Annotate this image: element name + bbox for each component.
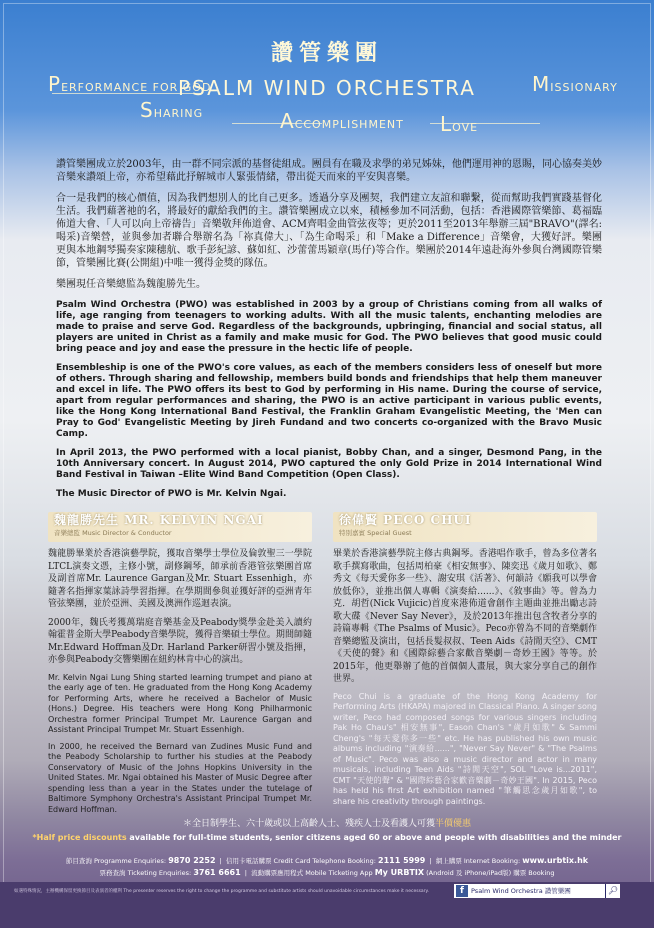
discount-notice — [0, 818, 654, 844]
facebook-label: Psalm Wind Orchestra 讚管樂團 — [471, 887, 571, 895]
motto-love: LOVE — [440, 112, 479, 136]
title-chinese: 讚管樂團 — [270, 40, 383, 66]
director-bio-cn: 魏龍勝畢業於香港演藝學院，獲取音樂學士學位及倫敦聖三一學院LTCL演奏文憑，主修小號，副修鋼琴，師承前香港管弦樂團首席及副首席Mr. Laurence Gargan及Mr. Stuart Essenhigh，亦隨著名指揮家葉詠詩學習指揮。在學期間參與並獲好評的亞洲青年管弦樂團，並於亞洲、美國及澳洲作巡迴表演。 — [48, 549, 312, 609]
director-role: 音樂總監 Music Director & Conductor — [54, 529, 172, 537]
motto-performance: PERFORMANCE FOR GOD — [48, 72, 212, 96]
urbtix-link[interactable]: www.urbtix.hk — [522, 856, 589, 865]
director-bio-en: In 2000, he received the Bernard van Zudines Music Fund and the Peabody Scholarship to further his studies at the Peabody Conservatory of Music of the Johns Hopkins University in the United States. Mr. Ngai obtained his Master of Music Degree after spending less than a year in the States under the tutelage of Baltimore Symphony Orchestra's Assistant Principal Trumpet Mr. Edward Hoffman. — [48, 741, 312, 814]
motto-accomplishment: ACCOMPLISHMENT — [280, 109, 404, 133]
motto-missionary: MISSIONARY — [532, 72, 618, 96]
discount-en: *Half price discounts available for full-time students, senior citizens aged 60 or above and people with disabilities and the minder — [32, 833, 622, 842]
motto-sharing: SHARING — [140, 98, 204, 122]
facebook-search-box[interactable] — [454, 884, 620, 898]
guest-column — [333, 512, 597, 813]
director-bio-cn: 2000年，魏氏考獲萬瑞庭音樂基金及Peabody獎學金赴美入讀約翰霍普金斯大學Peabody音樂學院，獲得音樂碩士學位。期間師隨Mr.Edward Hoffman及Dr. Harland Parker研習小號及指揮，亦參與Peabody交響樂團在紐約林肯中心的演出。 — [48, 617, 312, 665]
guest-name: 徐偉賢 PECO CHUI — [339, 513, 472, 527]
search-icon[interactable]: 🔎︎ — [605, 884, 620, 898]
disclaimer: 如遇特殊情況，主辦機構保留更換節目及表演者的權利 The presenter reserves the right to change the programme and substitute artists should unavoidable circumstances make it necessary. — [14, 889, 429, 894]
intro-cn-paragraph: 樂團現任音樂總監為魏龍勝先生。 — [56, 279, 206, 290]
guest-bio — [333, 548, 597, 807]
enquiries-line-1: 節目查詢 Programme Enquiries: 9870 2252 | 信用卡電話購票 Credit Card Telephone Booking: 2111 5999 | 網上購票 Internet Booking: www.urbtix.hk — [65, 856, 589, 865]
guest-bio-cn: 畢業於香港演藝學院主修古典鋼琴。香港唱作歌手，曾為多位著名歌手撰寫歌曲，包括周柏豪《相安無事》、陳奕迅《歲月如歌》、鄭秀文《每天愛你多一些》、謝安琪《活著》、何韻詩《願我可以學會放低你》，並推出個人專輯《演奏給......》、《敘事曲》等。曾為力克．胡哲(Nick Vujicic)首度來港佈道會創作主題曲並推出勵志詩歌大碟《Never Say Never》，及於2013年推出包含牧者分享的詩篇專輯《The Psalms of Music》。Peco亦曾為不同的音樂劇作音樂總監及演出，包括長髮叔叔、Teen Aids《詩閒天空》、CMT《天使的聲》和《國際綜藝合家歡音樂劇－奇妙王國》等等。於2015年，他更舉辦了他的首個個人畫展，與大家分享自己的創作世界。 — [333, 549, 597, 684]
intro-en-paragraph: Ensembleship is one of the PWO's core values, as each of the members considers less of oneself but more of others. Through sharing and fellowship, members build bonds and friendships that help them maneuver and excel in life. The PWO offers its best to God by performing in His name. During the course of service, apart from regular performances and sharing, the PWO is an active participant in various public events, like the Hong Kong International Band Festival, the Franklin Graham Evangelistic Meeting, the 'Men can Pray to God' Evangelistic Meeting by Jireh Fundand and two concerts co-organized with the Bravo Music Camp. — [56, 363, 602, 439]
intro-en-paragraph: The Music Director of PWO is Mr. Kelvin Ngai. — [56, 489, 287, 499]
director-column — [48, 512, 312, 821]
director-bio — [48, 548, 312, 815]
guest-role: 特別嘉賓 Special Guest — [339, 529, 412, 537]
intro-cn-paragraph: 讚管樂團成立於2003年，由一群不同宗派的基督徒組成。團員有在職及求學的弟兄姊妹，他們運用神的恩賜，同心協奏美妙音樂來讚頌上帝，亦希望藉此抒解城市人緊張情緒，帶出從天而來的平安與喜樂。 — [56, 159, 602, 183]
director-header — [48, 512, 312, 542]
enquiries — [0, 855, 654, 879]
title-english: PSALM WIND ORCHESTRA — [178, 76, 476, 100]
intro-en-paragraph: In April 2013, the PWO performed with a local pianist, Bobby Chan, and a singer, Desmond Pang, in the 10th Anniversary concert. In August 2014, PWO captured the only Gold Prize in 2014 International Wind Band Festival in Taiwan –Elite Wind Band Competition (Open Class). — [56, 448, 602, 480]
intro-cn-paragraph: 合一是我們的核心價值，因為我們想別人的比自己更多。透過分享及團契，我們建立友誼和聯繫，從而幫助我們實踐基督化生活。我們藉著祂的名，將最好的獻給我們的主。讚管樂團成立以來，積極參加不同活動，包括：香港國際管樂節、葛福臨佈道大會、「人可以向上帝禱告」音樂敬拜佈道會、ACM齊唱金曲管弦夜等；更於2011至2013年舉辦三屆"BRAVO"(譯名:喝采)音樂營，並與參加者聯合舉辦名為「祢真偉大」、「為生命喝采」和「Make a Difference」音樂會，大獲好評。樂團更與本地鋼琴獨奏家陳穗航、歌手彭紀諺、蘇如紅、沙蕾蕾馬穎章(馬仔)等合作。樂團於2014年遠赴海外參與台灣國際管樂節，管樂團比賽(公開組)中唯一獲得金獎的隊伍。 — [56, 193, 602, 269]
intro-chinese — [56, 158, 602, 291]
intro-en-paragraph: Psalm Wind Orchestra (PWO) was established in 2003 by a group of Christians coming from all walks of life, age ranging from teenagers to working adults. With all the music talents, enchanting melodies are made to praise and serve God. Regardless of the backgrounds, upbringing, financial and social status, all players are united in Christ as a family and make music for God. The PWO believes that good music could bring peace and joy and ease the pressure in the hectic life of people. — [56, 300, 602, 354]
guest-header — [333, 512, 597, 542]
guest-bio-en: Peco Chui is a graduate of the Hong Kong Academy for Performing Arts (HKAPA) majored in Classical Piano. A singer song writer, Peco had composed songs for various singers including Pak Ho Chau's" 相安無事", Eason Chan's "歲月如歌" & Sammi Cheng's "每天愛你多一些" etc. He has published his own music albums including "演奏給......", "Never Say Never" & "The Psalms of Music". Peco was also a music director and actor in many musicals, including Teen Aids "詩閒天空", SOL "Love is...2011", CMT "天使的聲" & "國際綜藝合家歡音樂劇－奇妙王國". In 2015, Peco has held his first Art exhibition named "筆觸思念歲月如歌", to share his creativity through paintings. — [333, 691, 597, 806]
facebook-icon: f — [456, 885, 468, 897]
discount-cn: ＊全日制學生、六十歲或以上高齡人士、殘疾人士及看護人可獲半價優惠 — [182, 819, 472, 829]
enquiries-line-2: 票務查詢 Ticketing Enquiries: 3761 6661 | 流動購票應用程式 Mobile Ticketing App My URBTIX (Android 及 iPhone/iPad版) 購票 Booking — [99, 868, 555, 877]
director-bio-en: Mr. Kelvin Ngai Lung Shing started learning trumpet and piano at the early age of ten. He graduated from the Hong Kong Academy for Performing Arts, where he received a Bachelor of Music (Hons.) Degree. His teachers were Hong Kong Philharmonic Orchestra former Principal Trumpet Mr. Laurence Gargan and Assistant Principal Trumpet Mr. Stuart Essenhigh. — [48, 672, 312, 734]
director-name: 魏龍勝先生 MR. KELVIN NGAI — [54, 513, 264, 527]
intro-english — [56, 300, 602, 500]
